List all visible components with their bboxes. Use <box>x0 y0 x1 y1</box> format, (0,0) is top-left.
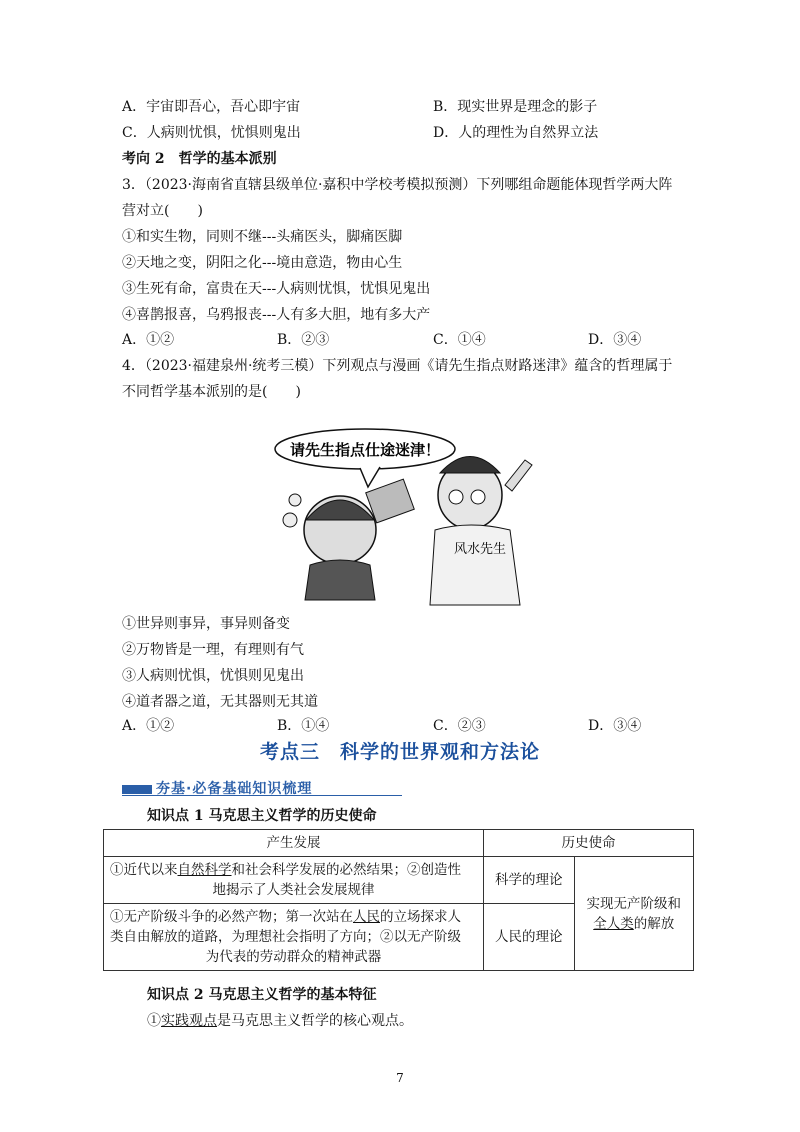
q3-item-3: ③生死有命，富贵在天---人病则忧惧，忧惧见鬼出 <box>122 281 431 297</box>
cartoon-svg <box>270 425 545 610</box>
master-glasses-right <box>471 490 485 504</box>
table-header-row <box>104 830 694 857</box>
client-body <box>305 560 375 600</box>
coin-1 <box>283 513 297 527</box>
cell-text: 实现无产阶级和 <box>586 895 682 912</box>
q4-stem-line2: 不同哲学基本派别的是( ) <box>122 384 301 400</box>
cell-text: 类自由解放的道路，为理想社会指明了方向；②以无产阶级 <box>110 929 461 945</box>
page-number: 7 <box>396 1071 404 1085</box>
practice-point <box>147 1011 413 1031</box>
mission-table <box>103 829 694 971</box>
underlined-term: 全人类 <box>593 915 634 932</box>
q4-stem-line1: 4．（2023·福建泉州·统考三模）下列观点与漫画《请先生指点财路迷津》蕴含的哲理属于 <box>122 358 673 374</box>
cell-text: 为代表的劳动群众的精神武器 <box>205 949 382 965</box>
q3-option-c[interactable]: C．①④ <box>433 332 486 348</box>
cell-text: ①无产阶级斗争的必然产物；第一次站在 <box>110 909 353 925</box>
q3-stem-line1: 3．（2023·海南省直辖县级单位·嘉积中学校考模拟预测）下列哪组命题能体现哲学两大阵 <box>122 177 673 193</box>
master-label: 风水先生 <box>453 542 507 557</box>
q3-option-b[interactable]: B．②③ <box>277 332 330 348</box>
underlined-term: 自然科学 <box>177 862 232 878</box>
practice-point-text: 是马克思主义哲学的核心观点。 <box>217 1013 413 1029</box>
cell-text: 的解放 <box>633 915 675 932</box>
q3-item-1: ①和实生物，同则不继---头痛医头，脚痛医脚 <box>122 229 403 245</box>
speech-text: 请先生指点仕途迷津！ <box>289 441 441 459</box>
cell-text: 和社会科学发展的必然结果；②创造性 <box>231 862 461 878</box>
client-hat <box>306 500 374 520</box>
cell-text: ①近代以来 <box>110 862 178 878</box>
q3-stem-line2: 营对立( ) <box>122 203 203 219</box>
list-marker: ① <box>147 1013 161 1029</box>
option-c: C．人病则忧惧，忧惧则鬼出 <box>122 125 301 141</box>
q3-option-d[interactable]: D．③④ <box>588 332 642 348</box>
table-cell-science <box>104 857 484 904</box>
master-hat <box>440 457 500 474</box>
option-a: A．宇宙即吾心，吾心即宇宙 <box>122 99 301 115</box>
q4-option-b[interactable]: B．①④ <box>277 718 330 734</box>
q4-item-4: ④道者器之道，无其器则无其道 <box>122 694 318 710</box>
table-header-mission: 历史使命 <box>484 830 694 857</box>
coin-2 <box>289 494 301 506</box>
q3-option-a[interactable]: A．①② <box>122 332 175 348</box>
q4-item-3: ③人病则忧惧，忧惧则见鬼出 <box>122 668 304 684</box>
q4-option-d[interactable]: D．③④ <box>588 718 642 734</box>
q4-item-2: ②万物皆是一理，有理则有气 <box>122 642 304 658</box>
master-pointing-hand <box>505 460 532 491</box>
banner-bar-icon <box>122 785 152 794</box>
table-cell-science-label: 科学的理论 <box>484 857 575 904</box>
table-cell-people <box>104 904 484 971</box>
option-b: B．现实世界是理念的影子 <box>433 99 598 115</box>
q3-item-2: ②天地之变，阴阳之化---境由意造，物由心生 <box>122 255 403 271</box>
option-d: D．人的理性为自然界立法 <box>433 125 599 141</box>
cartoon-illustration <box>270 425 545 610</box>
underlined-term: 人民 <box>353 909 380 925</box>
master-glasses-left <box>449 490 463 504</box>
q4-option-a[interactable]: A．①② <box>122 718 175 734</box>
section-title: 考点三 科学的世界观和方法论 <box>259 741 540 763</box>
cell-text: 的立场探求人 <box>380 909 461 925</box>
q4-item-1: ①世异则事异，事异则备变 <box>122 616 290 632</box>
kaoxiang-heading: 考向 2 哲学的基本派别 <box>122 151 277 167</box>
knowledge-point-1: 知识点 1 马克思主义哲学的历史使命 <box>147 808 377 824</box>
q4-option-c[interactable]: C．②③ <box>433 718 486 734</box>
q3-item-4: ④喜鹊报喜，乌鸦报丧---人有多大胆，地有多大产 <box>122 307 431 323</box>
section-banner <box>122 778 402 798</box>
table-cell-mission <box>574 857 693 971</box>
knowledge-point-2: 知识点 2 马克思主义哲学的基本特征 <box>147 987 377 1003</box>
underlined-term: 实践观点 <box>161 1013 217 1029</box>
table-cell-people-label: 人民的理论 <box>484 904 575 971</box>
speech-bubble-tail <box>360 467 380 487</box>
cell-text: 地揭示了人类社会发展规律 <box>212 882 375 898</box>
banner-text: 夯基·必备基础知识梳理 <box>156 781 313 797</box>
master-robe <box>430 525 520 605</box>
table-row <box>104 857 694 904</box>
table-header-development: 产生发展 <box>104 830 484 857</box>
